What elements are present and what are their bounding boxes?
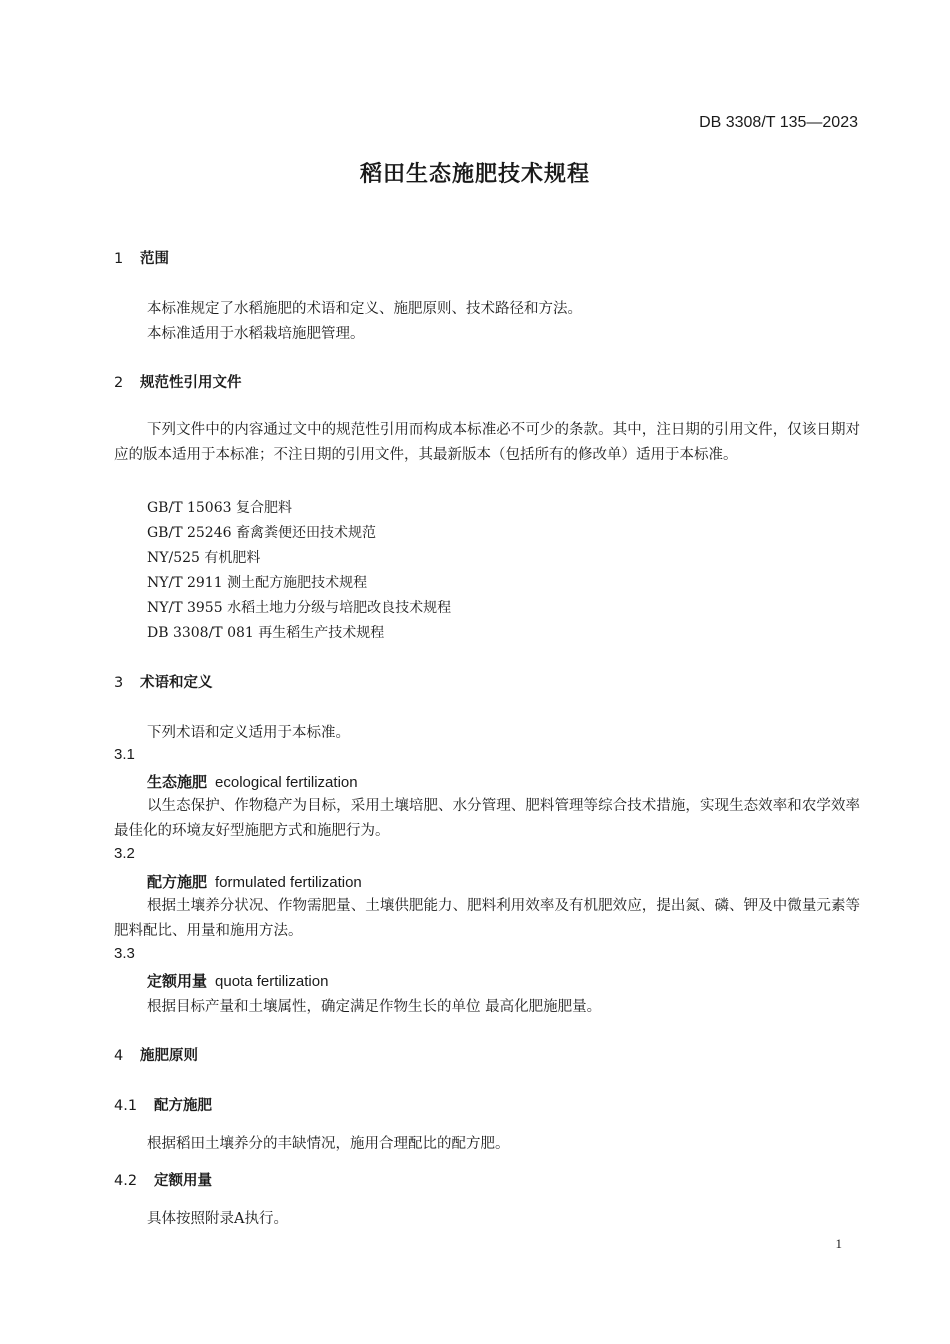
- page-number: 1: [835, 1236, 842, 1251]
- section-2-intro: 下列文件中的内容通过文中的规范性引用而构成本标准必不可少的条款。其中，注日期的引用文件，仅该日期对应的版本适用于本标准；不注日期的引用文件，其最新版本（包括所有的修改单）适用于本标准。: [114, 422, 860, 463]
- standard-code: DB 3308/T 135—2023: [699, 114, 858, 131]
- subsection-number: 4.2: [114, 1173, 138, 1189]
- section-number: 2: [114, 375, 124, 391]
- subsection-4-2-heading: [114, 1169, 212, 1190]
- reference-item: DB 3308/T 081 再生稻生产技术规程: [147, 625, 385, 641]
- term-definition: 以生态保护、作物稳产为目标，采用土壤培肥、水分管理、肥料管理等综合技术措施，实现生态效率和农学效率最佳化的环境友好型施肥方式和施肥行为。: [114, 798, 860, 839]
- term-heading: [147, 871, 362, 892]
- term-number: 3.1: [114, 746, 135, 763]
- term-english: formulated fertilization: [215, 874, 362, 891]
- term-chinese: 配方施肥: [147, 873, 208, 891]
- section-4-heading: [114, 1044, 198, 1065]
- term-english: quota fertilization: [215, 973, 329, 990]
- section-1-heading: [114, 247, 169, 268]
- subsection-4-1-heading: [114, 1094, 212, 1115]
- reference-item: NY/T 2911 测土配方施肥技术规程: [147, 575, 368, 591]
- reference-item: GB/T 15063 复合肥料: [147, 500, 292, 516]
- reference-item: GB/T 25246 畜禽粪便还田技术规范: [147, 525, 376, 541]
- term-definition: 根据土壤养分状况、作物需肥量、土壤供肥能力、肥料利用效率及有机肥效应，提出氮、磷、钾及中微量元素等肥料配比、用量和施用方法。: [114, 898, 860, 939]
- section-number: 3: [114, 675, 124, 691]
- section-number: 1: [114, 251, 124, 267]
- term-number: 3.2: [114, 845, 135, 862]
- section-title: 术语和定义: [140, 675, 213, 691]
- reference-item: NY/T 3955 水稻土地力分级与培肥改良技术规程: [147, 600, 452, 616]
- section-3-intro: 下列术语和定义适用于本标准。: [147, 725, 350, 741]
- section-3-heading: [114, 671, 213, 692]
- term-chinese: 定额用量: [147, 972, 208, 990]
- document-title: 稻田生态施肥技术规程: [359, 162, 590, 187]
- term-english: ecological fertilization: [215, 774, 358, 791]
- term-definition: 根据目标产量和土壤属性，确定满足作物生长的单位 最高化肥施肥量。: [147, 999, 602, 1015]
- section-title: 施肥原则: [140, 1048, 198, 1064]
- subsection-4-1-text: 根据稻田土壤养分的丰缺情况，施用合理配比的配方肥。: [147, 1136, 510, 1152]
- reference-item: NY/525 有机肥料: [147, 550, 261, 566]
- section-number: 4: [114, 1048, 124, 1064]
- term-heading: [147, 970, 328, 991]
- section-1-paragraph-2: 本标准适用于水稻栽培施肥管理。: [147, 326, 365, 342]
- term-number: 3.3: [114, 945, 135, 962]
- section-title: 规范性引用文件: [140, 375, 242, 391]
- subsection-number: 4.1: [114, 1098, 138, 1114]
- section-title: 范围: [140, 251, 169, 267]
- term-heading: [147, 771, 358, 792]
- term-chinese: 生态施肥: [147, 773, 208, 791]
- subsection-title: 定额用量: [154, 1173, 212, 1189]
- subsection-4-2-text: 具体按照附录A执行。: [147, 1211, 288, 1227]
- subsection-title: 配方施肥: [154, 1098, 212, 1114]
- section-1-paragraph-1: 本标准规定了水稻施肥的术语和定义、施肥原则、技术路径和方法。: [147, 301, 582, 317]
- section-2-heading: [114, 371, 242, 392]
